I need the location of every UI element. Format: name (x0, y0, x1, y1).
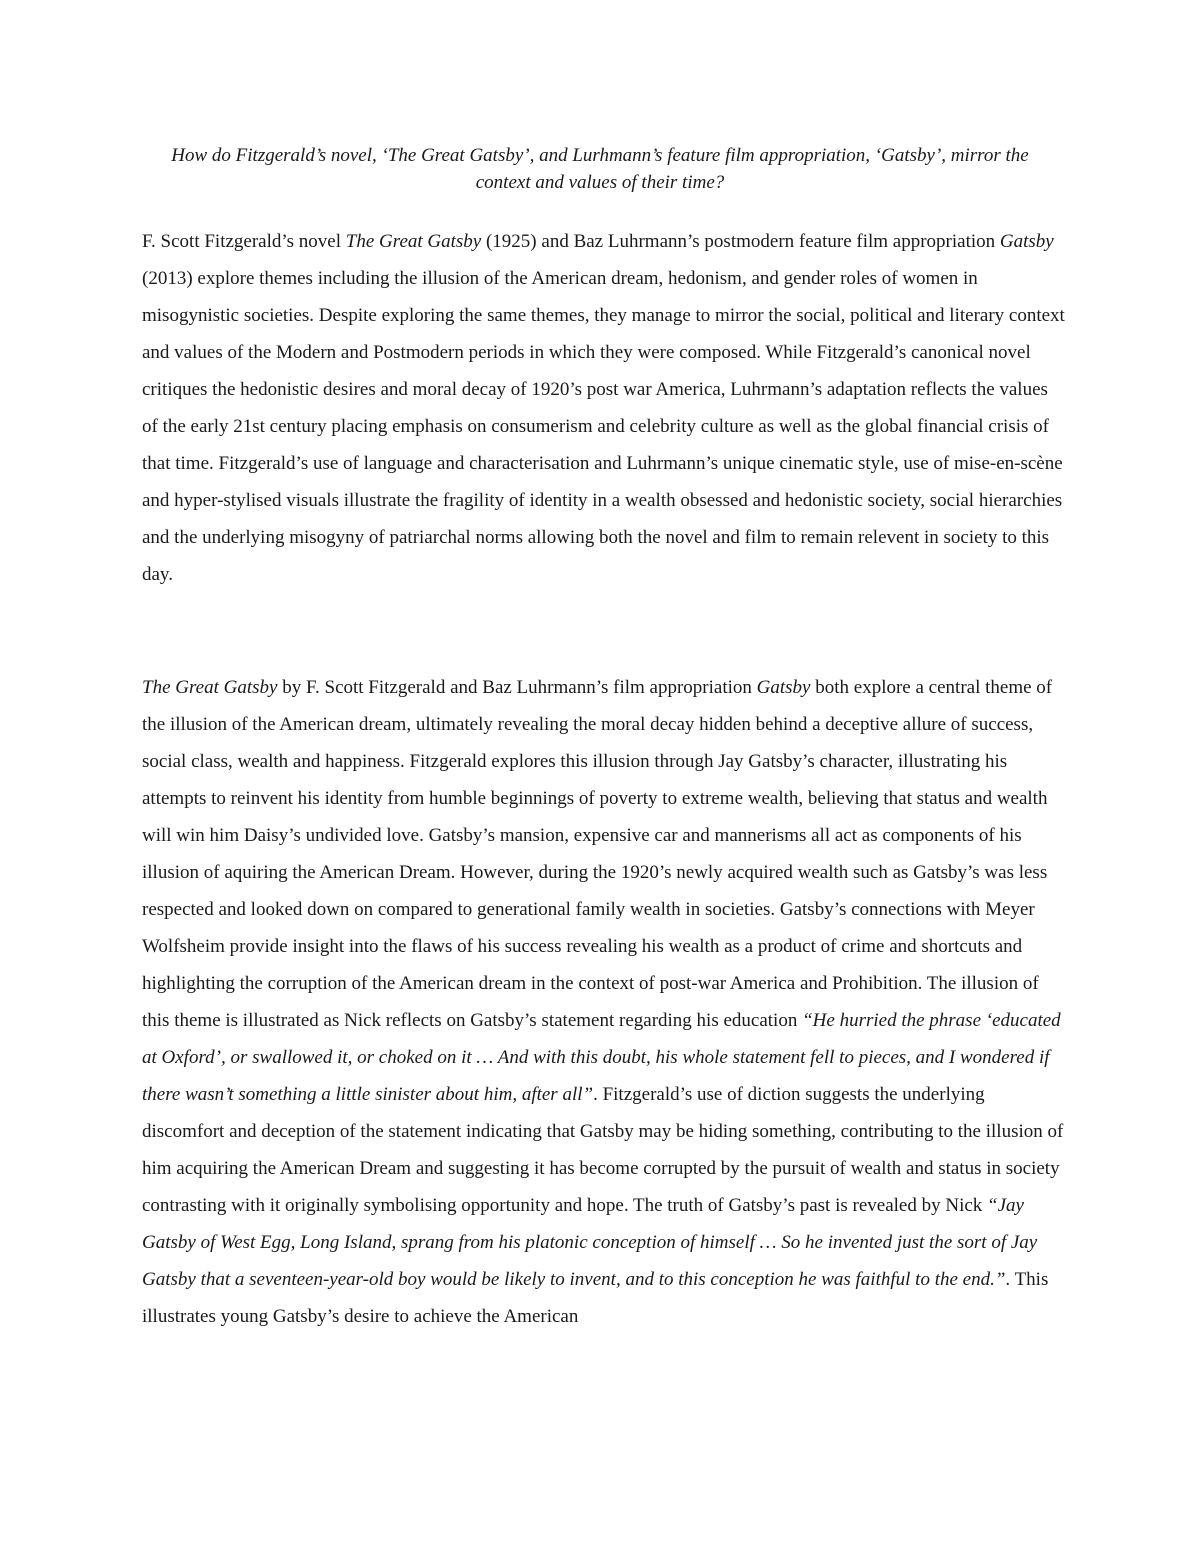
italic-text-run: The Great Gatsby (345, 231, 482, 252)
italic-text-run: “Jay Gatsby of West Egg, Long Island, sprang from his platonic conception of himself … So he invented just the sort of Jay Gatsby that a seventeen-year-old boy would be likely to invent, and to this conception he was faithful to the end.” (142, 1195, 1038, 1290)
italic-text-run: “He hurried the phrase ‘educated at Oxford’, or swallowed it, or choked on it … And with this doubt, his whole statement fell to pieces, and I wondered if there wasn’t something a little sinister about him, after all” (142, 1010, 1061, 1105)
italic-text-run: Gatsby (999, 231, 1054, 252)
paragraph-introduction (142, 223, 1067, 593)
text-run: F. Scott Fitzgerald’s novel (142, 231, 346, 252)
text-run: (1925) and Baz Luhrmann’s postmodern feature film appropriation (481, 231, 1000, 252)
italic-text-run: The Great Gatsby (142, 677, 278, 698)
italic-text-run: Gatsby (756, 677, 811, 698)
text-run: both explore a central theme of the illusion of the American dream, ultimately revealing the moral decay hidden behind a deceptive allure of success, social class, wealth and happiness. Fitzgerald explores this illusion through Jay Gatsby’s character, illustrating his attempts to reinvent his identity from humble beginnings of poverty to extreme wealth, believing that status and wealth will win him Daisy’s undivided love. Gatsby’s mansion, expensive car and mannerisms all act as components of his illusion of aquiring the American Dream. However, during the 1920’s newly acquired wealth such as Gatsby’s was less respected and looked down on compared to generational family wealth in societies. Gatsby’s connections with Meyer Wolfsheim provide insight into the flaws of his success revealing his wealth as a product of crime and shortcuts and highlighting the corruption of the American dream in the context of post-war America and Prohibition. The illusion of this theme is illustrated as Nick reflects on Gatsby’s statement regarding his education (142, 677, 1053, 1031)
paragraph-body-1 (142, 669, 1067, 1335)
essay-question-title: How do Fitzgerald’s novel, ‘The Great Gatsby’, and Lurhmann’s feature film appropriation, ‘Gatsby’, mirror the context and values of their time? (171, 145, 1029, 193)
text-run: (2013) explore themes including the illusion of the American dream, hedonism, and gender roles of women in misogynistic societies. Despite exploring the same themes, they manage to mirror the social, political and literary context and values of the Modern and Postmodern periods in which they were composed. While Fitzgerald’s canonical novel critiques the hedonistic desires and moral decay of 1920’s post war America, Luhrmann’s adaptation reflects the values of the early 21st century placing emphasis on consumerism and celebrity culture as well as the global financial crisis of that time. Fitzgerald’s use of language and characterisation and Luhrmann’s unique cinematic style, use of mise-en-scène and hyper-stylised visuals illustrate the fragility of identity in a wealth obsessed and hedonistic society, social hierarchies and the underlying misogyny of patriarchal norms allowing both the novel and film to remain relevent in society to this day. (142, 268, 1065, 585)
text-run: . Fitzgerald’s use of diction suggests the underlying discomfort and deception of the statement indicating that Gatsby may be hiding something, contributing to the illusion of him acquiring the American Dream and suggesting it has become corrupted by the pursuit of wealth and status in society contrasting with it originally symbolising opportunity and hope. The truth of Gatsby’s past is revealed by Nick (142, 1084, 1064, 1216)
text-run: . This illustrates young Gatsby’s desire to achieve the American (142, 1269, 1049, 1327)
text-run: by F. Scott Fitzgerald and Baz Luhrmann’s film appropriation (277, 677, 757, 698)
